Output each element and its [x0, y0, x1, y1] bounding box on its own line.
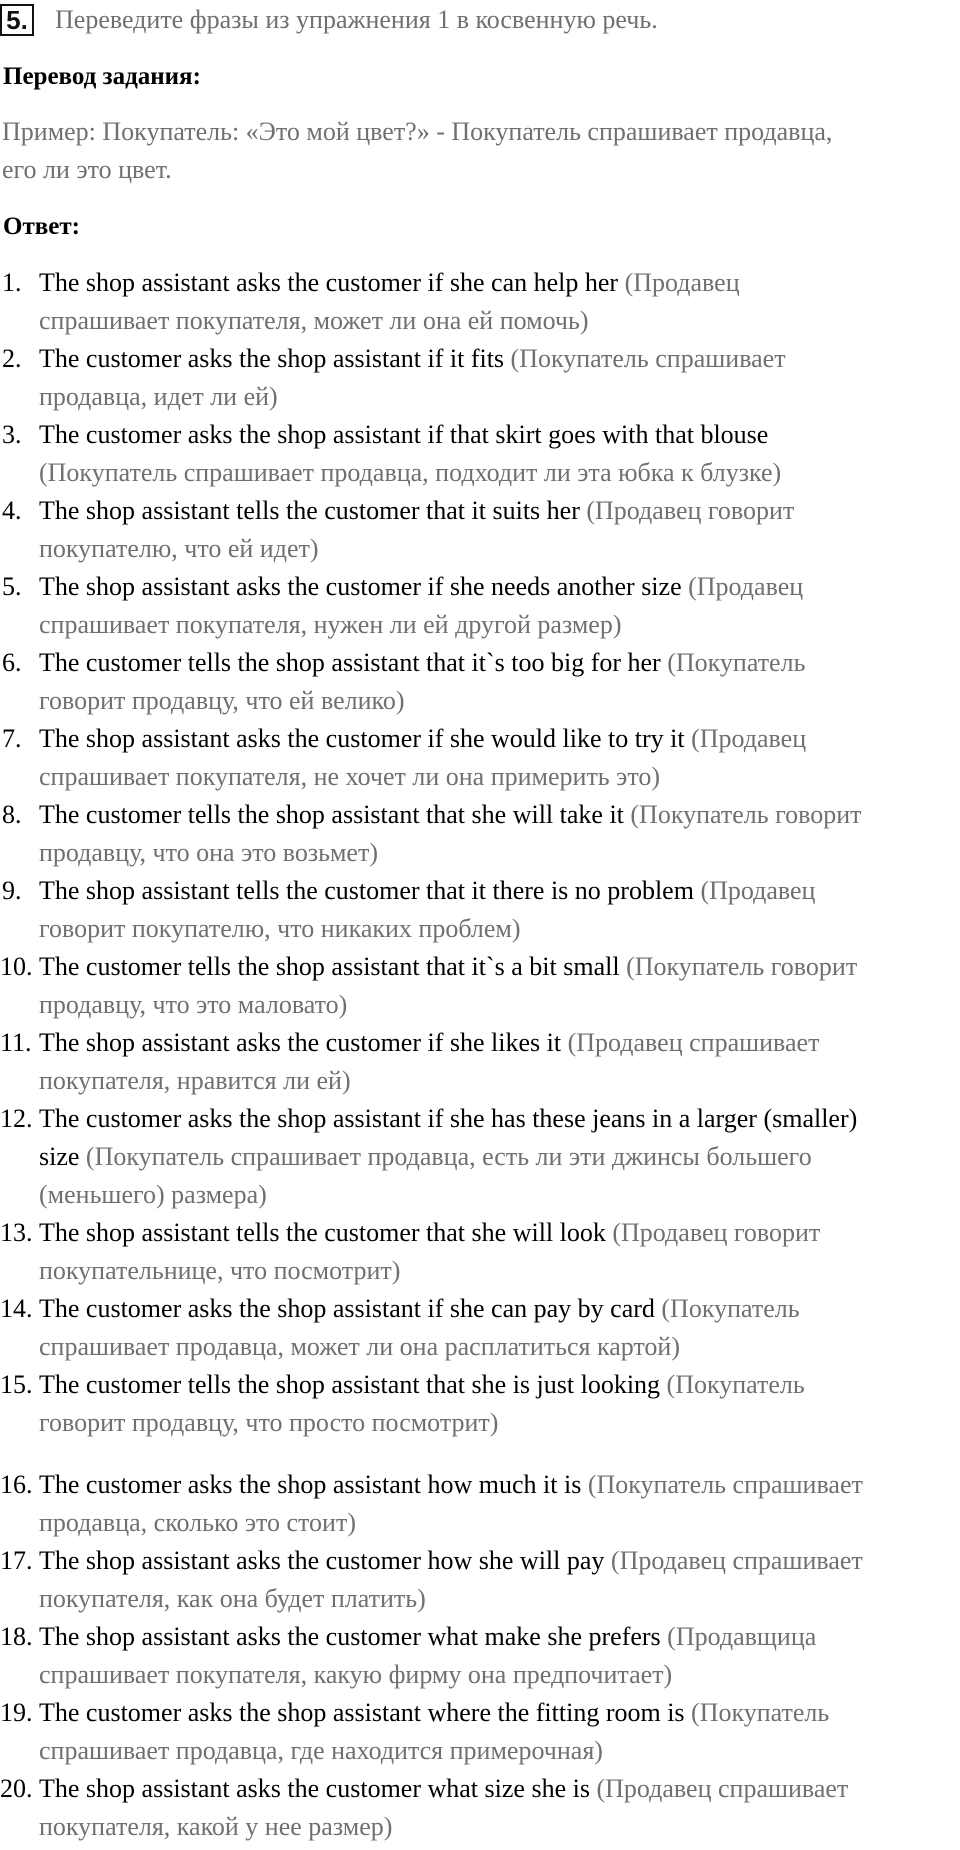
- english-sentence: The customer tells the shop assistant that she will take it: [39, 800, 624, 829]
- task-number-badge: 5.: [0, 4, 34, 36]
- list-item-number: 17.: [0, 1546, 33, 1575]
- list-item-line: [39, 302, 589, 340]
- list-item-line: [39, 948, 857, 986]
- example-line: Пример: Покупатель: «Это мой цвет?» - Покупатель спрашивает продавца,: [2, 117, 833, 146]
- list-item-line: [39, 1466, 863, 1504]
- list-item-line: [39, 416, 768, 454]
- english-sentence: The customer asks the shop assistant if that skirt goes with that blouse: [39, 420, 769, 449]
- russian-translation: спрашивает покупателя, какую фирму она предпочитает): [39, 1660, 673, 1689]
- list-item-line: [39, 1214, 820, 1252]
- list-item-line: [39, 264, 740, 302]
- list-item-line: [39, 872, 815, 910]
- list-item-line: [39, 1366, 805, 1404]
- english-sentence: The customer tells the shop assistant that it`s a bit small: [39, 952, 620, 981]
- list-item-line: [39, 492, 794, 530]
- russian-translation: спрашивает продавца, может ли она расплатиться картой): [39, 1332, 680, 1361]
- russian-translation: (Покупатель спрашивает продавца, подходит ли эта юбка к блузке): [39, 458, 782, 487]
- russian-translation: (Продавец говорит: [605, 1218, 821, 1247]
- list-item-line: [39, 682, 405, 720]
- translation-heading: Перевод задания:: [3, 63, 201, 90]
- english-sentence: size: [39, 1142, 80, 1171]
- list-item-line: [39, 720, 806, 758]
- list-item-number: 19.: [0, 1698, 33, 1727]
- list-item-number: 13.: [0, 1218, 33, 1247]
- list-item-line: [39, 758, 660, 796]
- russian-translation: говорит продавцу, что просто посмотрит): [39, 1408, 499, 1437]
- english-sentence: The customer asks the shop assistant how much it is: [39, 1470, 582, 1499]
- list-item-line: [39, 1024, 819, 1062]
- russian-translation: спрашивает продавца, где находится примерочная): [39, 1736, 603, 1765]
- task-header: [0, 2, 658, 38]
- russian-translation: говорит покупателю, что никаких проблем): [39, 914, 521, 943]
- task-instruction: Переведите фразы из упражнения 1 в косвенную речь.: [55, 5, 658, 34]
- list-item-number: 8.: [2, 800, 22, 829]
- russian-translation: (Покупатель: [660, 648, 806, 677]
- list-item-number: 4.: [2, 496, 22, 525]
- list-item-line: [39, 1252, 400, 1290]
- list-item-line: [39, 1770, 848, 1808]
- russian-translation: (Покупатель спрашивает: [581, 1470, 863, 1499]
- list-item-line: [39, 378, 278, 416]
- english-sentence: The customer asks the shop assistant if it fits: [39, 344, 505, 373]
- example-line: его ли это цвет.: [2, 155, 172, 184]
- russian-translation: покупателя, нравится ли ей): [39, 1066, 351, 1095]
- list-item-number: 10.: [0, 952, 33, 981]
- english-sentence: The shop assistant asks the customer if she would like to try it: [39, 724, 685, 753]
- russian-translation: спрашивает покупателя, может ли она ей помочь): [39, 306, 589, 335]
- list-item-number: 2.: [2, 344, 22, 373]
- russian-translation: (Продавец: [681, 572, 804, 601]
- list-item-number: 18.: [0, 1622, 33, 1651]
- list-item-line: [39, 340, 786, 378]
- russian-translation: (Покупатель спрашивает продавца, есть ли эти джинсы большего: [79, 1142, 812, 1171]
- russian-translation: продавцу, что это маловато): [39, 990, 348, 1019]
- russian-translation: покупателю, что ей идет): [39, 534, 319, 563]
- list-item-number: 15.: [0, 1370, 33, 1399]
- list-item-line: [39, 1328, 680, 1366]
- list-item-line: [39, 1504, 356, 1542]
- list-item-line: [39, 644, 805, 682]
- list-item-number: 6.: [2, 648, 22, 677]
- list-item-line: [39, 986, 347, 1024]
- english-sentence: The shop assistant asks the customer if she can help her: [39, 268, 619, 297]
- english-sentence: The shop assistant asks the customer what make she prefers: [39, 1622, 661, 1651]
- russian-translation: (Покупатель спрашивает: [504, 344, 786, 373]
- list-item-number: 5.: [2, 572, 22, 601]
- russian-translation: покупателя, какой у нее размер): [39, 1812, 393, 1841]
- list-item-line: [39, 1732, 603, 1770]
- russian-translation: (Покупатель: [684, 1698, 830, 1727]
- list-item-line: [39, 1062, 351, 1100]
- list-item-line: [39, 1138, 812, 1176]
- list-item-number: 1.: [2, 268, 22, 297]
- english-sentence: The customer asks the shop assistant if she can pay by card: [39, 1294, 655, 1323]
- english-sentence: The shop assistant asks the customer how she will pay: [39, 1546, 605, 1575]
- list-item-number: 12.: [0, 1104, 33, 1133]
- list-item-line: [39, 606, 622, 644]
- list-item-line: [39, 1290, 800, 1328]
- list-item-line: [39, 1542, 863, 1580]
- list-item-line: [39, 1100, 857, 1138]
- list-item-line: [39, 1176, 267, 1214]
- russian-translation: (Продавец: [618, 268, 740, 297]
- list-item-line: [39, 796, 862, 834]
- english-sentence: The customer asks the shop assistant if she has these jeans in a larger (smaller): [39, 1104, 858, 1133]
- russian-translation: покупателя, как она будет платить): [39, 1584, 426, 1613]
- list-item-line: [39, 530, 319, 568]
- list-item-line: [39, 1808, 392, 1846]
- english-sentence: The shop assistant asks the customer if she likes it: [39, 1028, 562, 1057]
- list-item-line: [39, 1694, 829, 1732]
- example-text: [2, 113, 952, 189]
- russian-translation: покупательнице, что посмотрит): [39, 1256, 401, 1285]
- list-item-line: [39, 910, 521, 948]
- list-item-number: 14.: [0, 1294, 33, 1323]
- list-item-line: [39, 1580, 426, 1618]
- russian-translation: (меньшего) размера): [39, 1180, 267, 1209]
- answer-heading: Ответ:: [3, 213, 80, 240]
- english-sentence: The shop assistant tells the customer that it there is no problem: [39, 876, 694, 905]
- russian-translation: (Продавец спрашивает: [589, 1774, 849, 1803]
- russian-translation: (Покупатель говорит: [619, 952, 858, 981]
- russian-translation: (Продавец спрашивает: [561, 1028, 820, 1057]
- russian-translation: продавца, сколько это стоит): [39, 1508, 356, 1537]
- list-item-line: [39, 1618, 816, 1656]
- list-item-number: 16.: [0, 1470, 33, 1499]
- english-sentence: The shop assistant asks the customer what size she is: [39, 1774, 590, 1803]
- english-sentence: The customer tells the shop assistant that she is just looking: [39, 1370, 661, 1399]
- russian-translation: говорит продавцу, что ей велико): [39, 686, 405, 715]
- english-sentence: The shop assistant tells the customer that she will look: [39, 1218, 606, 1247]
- russian-translation: (Продавщица: [660, 1622, 817, 1651]
- russian-translation: (Продавец: [684, 724, 807, 753]
- list-item-number: 20.: [0, 1774, 33, 1803]
- list-item-number: 9.: [2, 876, 22, 905]
- russian-translation: (Покупатель: [660, 1370, 805, 1399]
- list-item-line: [39, 1404, 498, 1442]
- russian-translation: (Продавец спрашивает: [604, 1546, 863, 1575]
- english-sentence: The customer asks the shop assistant where the fitting room is: [39, 1698, 685, 1727]
- russian-translation: (Покупатель говорит: [623, 800, 862, 829]
- english-sentence: The shop assistant tells the customer that it suits her: [39, 496, 580, 525]
- russian-translation: продавца, идет ли ей): [39, 382, 278, 411]
- list-item-number: 3.: [2, 420, 22, 449]
- russian-translation: (Покупатель: [654, 1294, 800, 1323]
- english-sentence: The customer tells the shop assistant that it`s too big for her: [39, 648, 661, 677]
- russian-translation: (Продавец говорит: [579, 496, 795, 525]
- russian-translation: (Продавец: [693, 876, 816, 905]
- list-item-number: 11.: [0, 1028, 32, 1057]
- russian-translation: спрашивает покупателя, не хочет ли она примерить это): [39, 762, 661, 791]
- list-item-line: [39, 1656, 672, 1694]
- russian-translation: продавцу, что она это возьмет): [39, 838, 378, 867]
- list-item-line: [39, 454, 781, 492]
- russian-translation: спрашивает покупателя, нужен ли ей другой размер): [39, 610, 622, 639]
- list-item-line: [39, 568, 803, 606]
- list-item-line: [39, 834, 378, 872]
- english-sentence: The shop assistant asks the customer if she needs another size: [39, 572, 682, 601]
- list-item-number: 7.: [2, 724, 22, 753]
